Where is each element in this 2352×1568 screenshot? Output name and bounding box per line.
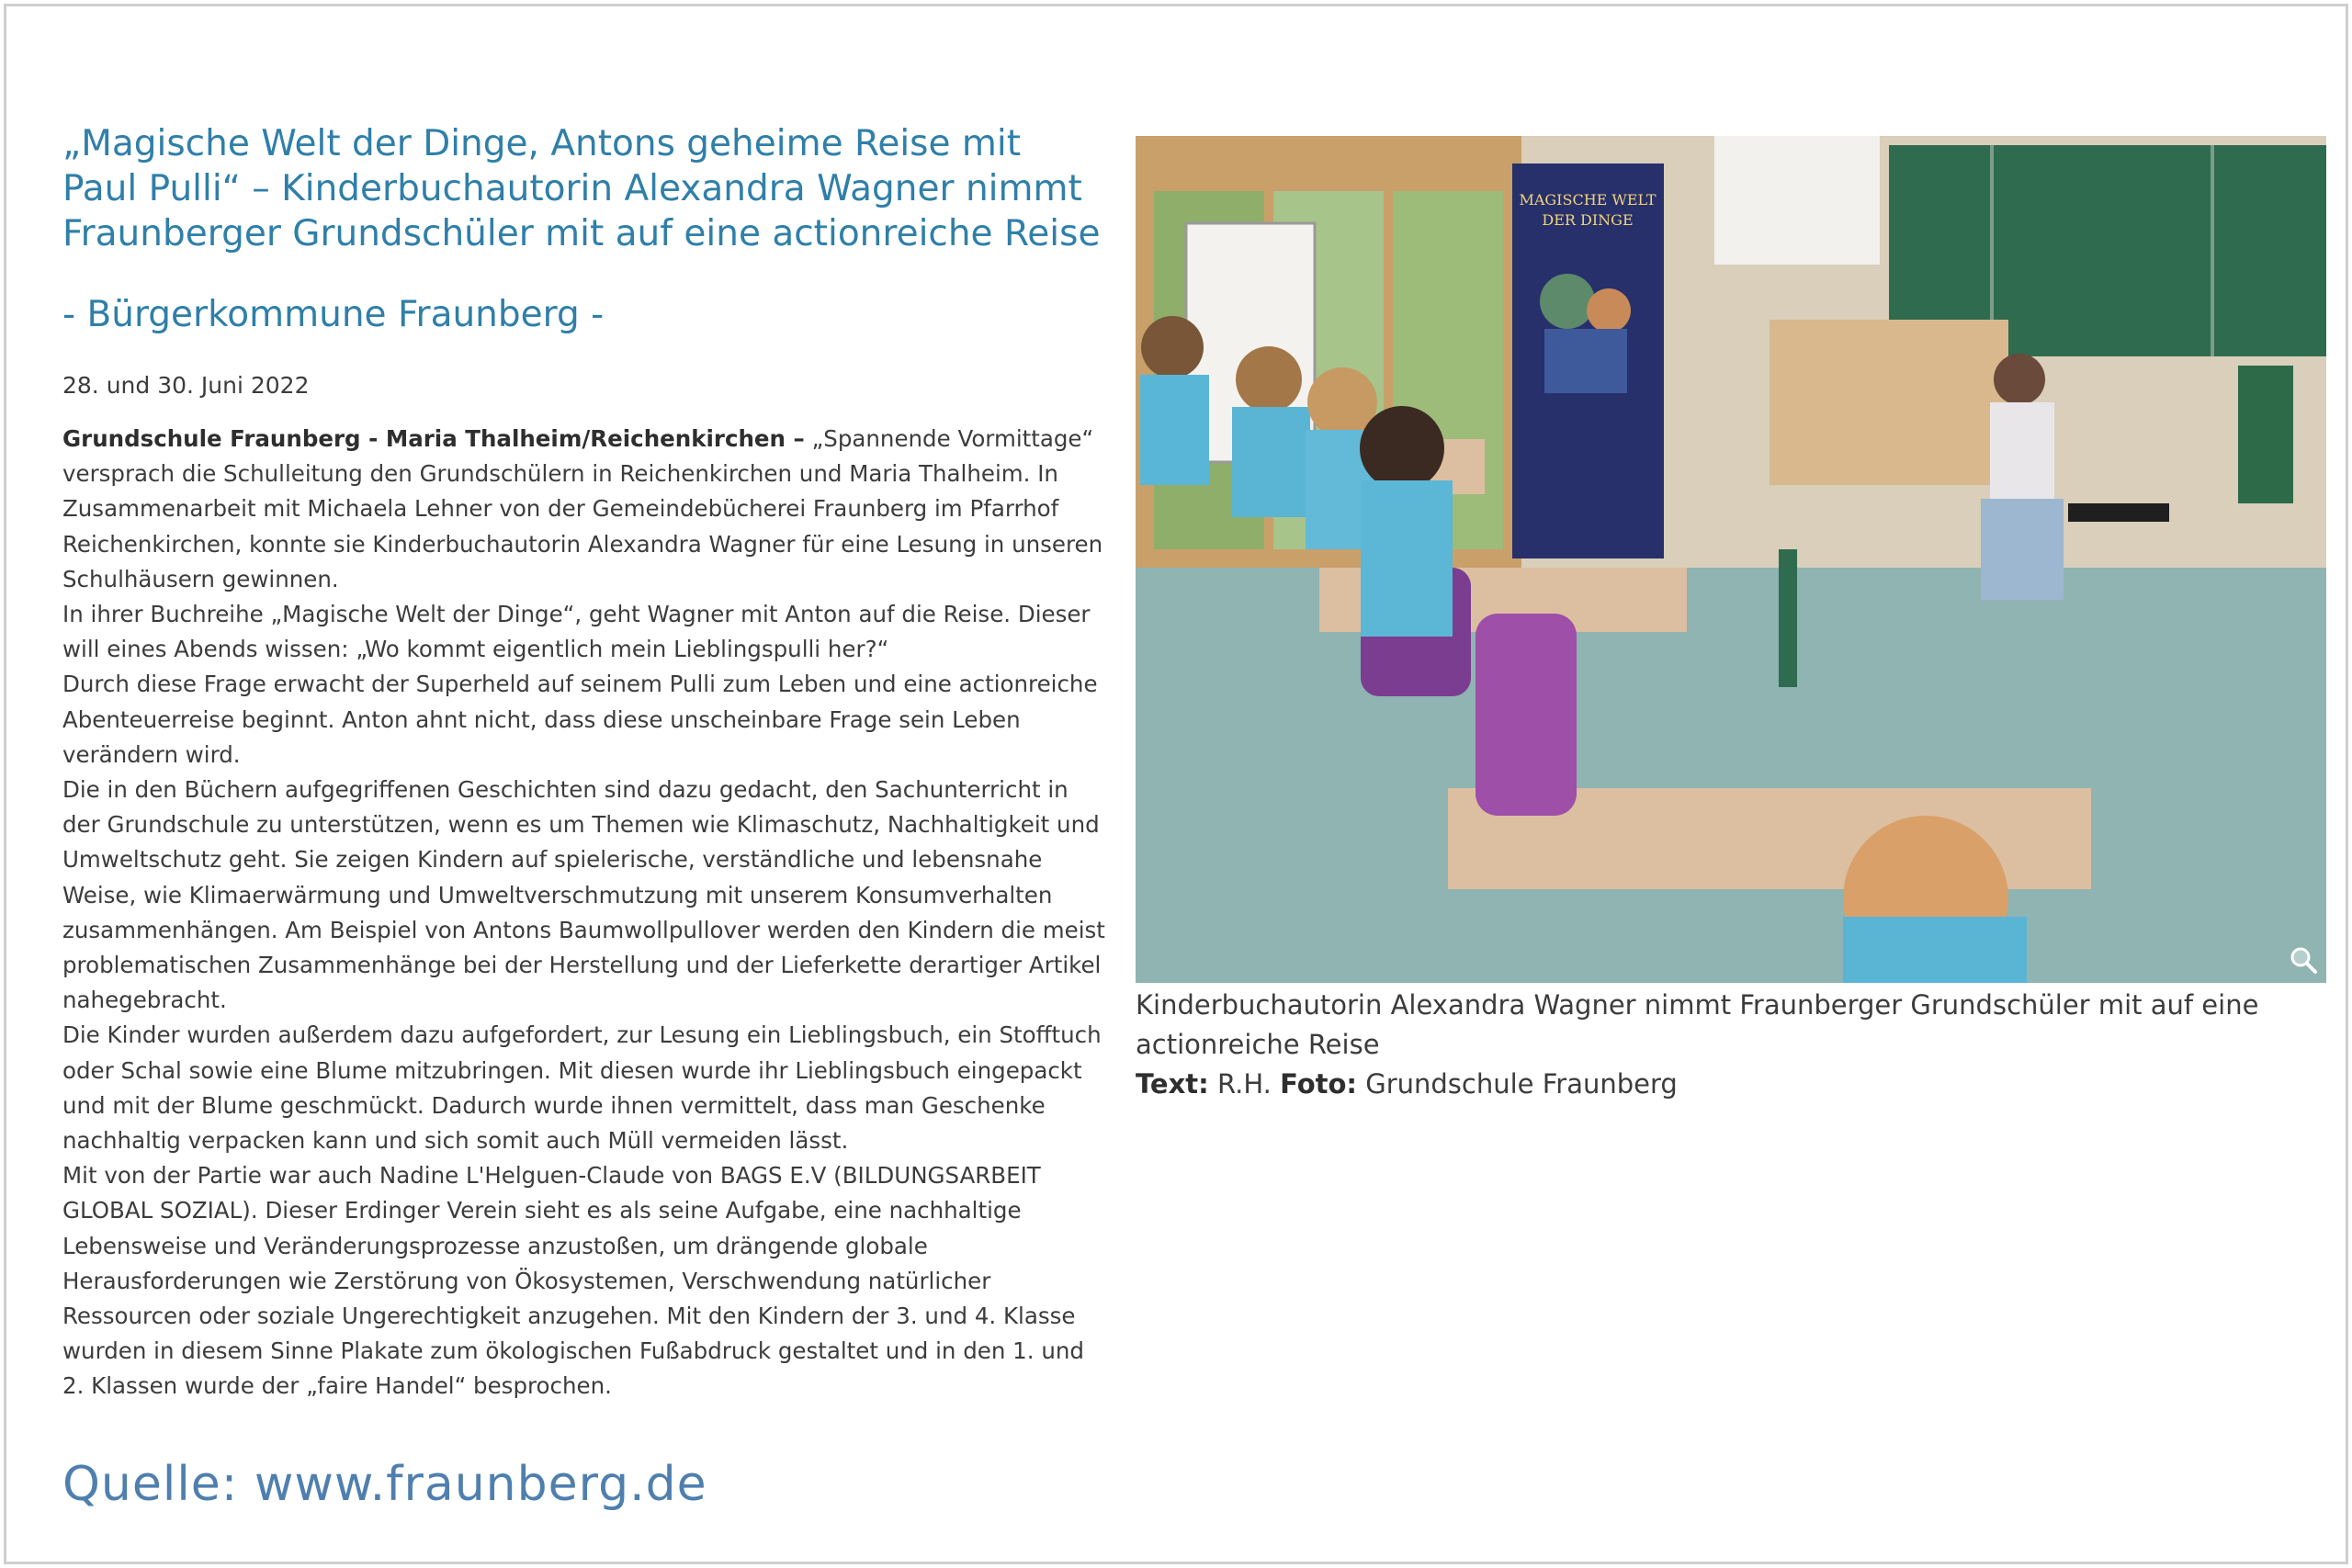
banner-title-line1: MAGISCHE WELT (1519, 191, 1657, 209)
paragraph: Die in den Büchern aufgegriffenen Geschichten sind dazu gedacht, den Sachunterricht in der Grundschule zu unterstützen, wenn es um Themen wie Klimaschutz, Nachhaltigkeit und Umweltschutz geht. Sie zeigen Kindern auf spielerische, verständliche und lebensnahe Weise, wie Klimaerwärmung und Umweltverschmutzung mit unserem Konsumverhalten zusammenhängen. Am Beispiel von Antons Baumwollpullover werden den Kindern die meist problematischen Zusammenhänge bei der Herstellung und der Lieferkette derartiger Artikel nahegebracht. (62, 776, 1105, 1014)
paragraph: Durch diese Frage erwacht der Superheld auf seinem Pulli zum Leben und eine actionreiche Abenteuerreise beginnt. Anton ahnt nicht, dass diese unscheinbare Frage sein Leben verändern wird. (62, 671, 1098, 768)
lead-location: Grundschule Fraunberg - Maria Thalheim/Reichenkirchen – (62, 425, 805, 452)
publisher-line: - Bürgerkommune Fraunberg - (62, 294, 605, 335)
credit-text-value: R.H. (1216, 1068, 1272, 1100)
photo-caption (1136, 986, 2330, 1104)
magnifier-icon[interactable] (2288, 944, 2319, 976)
paragraph: Mit von der Partie war auch Nadine L'Helguen-Claude von BAGS E.V (BILDUNGSARBEIT GLOBAL SOZIAL). Dieser Erdinger Verein sieht es als seine Aufgabe, eine nachhaltige Lebensweise und Veränderungsprozesse anzustoßen, um drängende globale Herausforderungen wie Zerstörung von Ökosystemen, Verschwendung natürlicher Ressourcen oder soziale Ungerechtigkeit anzugehen. Mit den Kindern der 3. und 4. Klasse wurden in diesem Sinne Plakate zum ökologischen Fußabdruck gestaltet und in den 1. und 2. Klassen wurde der „faire Handel“ besprochen. (62, 1162, 1084, 1400)
article-photo[interactable] (1136, 136, 2326, 983)
classroom-photo-illustration (1136, 136, 2326, 983)
credit-photo-value: Grundschule Fraunberg (1365, 1068, 1678, 1100)
magnifier-icon-graphic (2288, 944, 2319, 976)
source-line: Quelle: www.fraunberg.de (62, 1457, 707, 1512)
article-title: „Magische Welt der Dinge, Antons geheime Reise mit Paul Pulli“ – Kinderbuchautorin Alexandra Wagner nimmt Fraunberger Grundschüler mit auf eine actionreiche Reise (62, 123, 1101, 254)
caption-text: Kinderbuchautorin Alexandra Wagner nimmt Fraunberger Grundschüler mit auf eine actionreiche Reise (1136, 989, 2259, 1060)
article-date: 28. und 30. Juni 2022 (62, 372, 310, 399)
paragraph: In ihrer Buchreihe „Magische Welt der Dinge“, geht Wagner mit Anton auf die Reise. Dieser will eines Abends wissen: „Wo kommt eigentlich mein Lieblingspulli her?“ (62, 601, 1091, 663)
caption-credits (1136, 1065, 2330, 1104)
paragraph-lead (62, 422, 1110, 597)
credit-photo-label: Foto: (1280, 1068, 1358, 1100)
banner-title-line2: DER DINGE (1542, 211, 1634, 229)
paragraph-text: „Spannende Vormittage“ versprach die Schulleitung den Grundschülern in Reichenkirchen und Maria Thalheim. In Zusammenarbeit mit Michaela Lehner von der Gemeindebücherei Fraunberg im Pfarrhof Reichenkirchen, konnte sie Kinderbuchautorin Alexandra Wagner für eine Lesung in unseren Schulhäusern gewinnen. (62, 425, 1103, 592)
article-body (62, 422, 1110, 1404)
credit-text-label: Text: (1136, 1068, 1209, 1100)
paragraph: Die Kinder wurden außerdem dazu aufgefordert, zur Lesung ein Lieblingsbuch, ein Stofftuch oder Schal sowie eine Blume mitzubringen. Mit diesen wurde ihr Lieblingsbuch eingepackt und mit der Blume geschmückt. Dadurch wurde ihnen vermittelt, dass man Geschenke nachhaltig verpacken kann und sich somit auch Müll vermeiden lässt. (62, 1021, 1102, 1155)
